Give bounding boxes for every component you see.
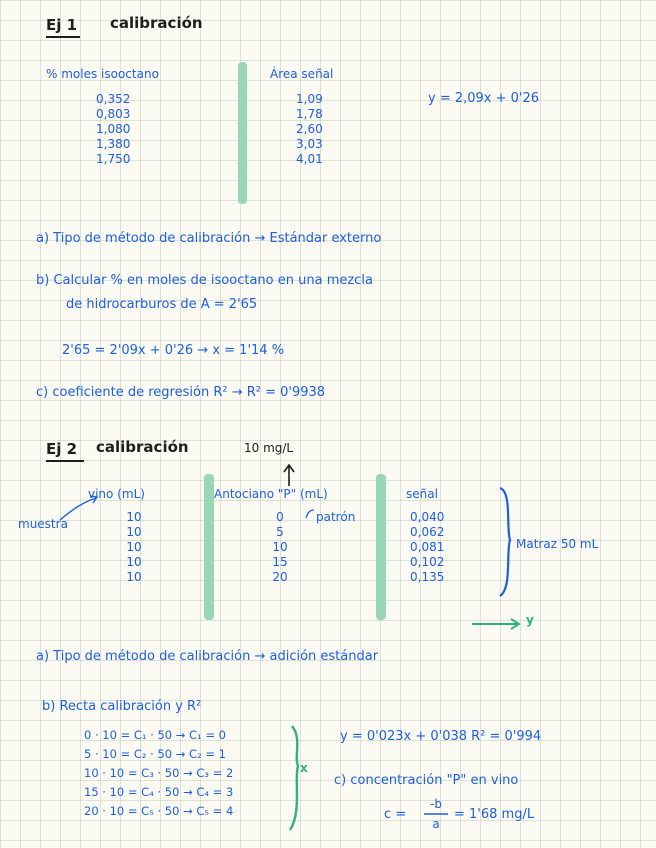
ej1-label: Ej 1 [46,16,78,34]
ej2-calc-line: 5 · 10 = C₂ · 50 → C₂ = 1 [84,747,226,761]
arrow-up-icon [284,465,294,486]
ej2-vino-value: 10 [126,555,142,569]
ej2-antociano-value: 5 [276,525,284,539]
ej2-vino-value: 10 [126,525,142,539]
ej1-question-b-line1: b) Calcular % en moles de isooctano en una mezcla [36,273,373,288]
ej1-header-area: Área señal [270,67,334,81]
ej1-moles-value: 1,380 [96,137,131,151]
ej2-senal-value: 0,040 [410,510,445,524]
ej2-header-vino: vino (mL) [88,487,145,501]
ej1-moles-value: 1,080 [96,122,131,136]
ej2-senal-value: 0,135 [410,570,445,584]
ej2-y-label: y [526,613,534,627]
ej2-senal-value: 0,102 [410,555,445,569]
ej2-antociano-value: 10 [272,540,288,554]
ej2-matraz-label: Matraz 50 mL [516,537,599,551]
ej2-concentration: 10 mg/L [244,441,294,455]
ej2-header-senal: señal [406,487,438,501]
ej2-question-c: c) concentración "P" en vino [334,773,519,788]
ej2-c-rhs: = 1'68 mg/L [454,807,535,822]
ej2-title: calibración [96,438,189,456]
ej1-moles-value: 0,803 [96,107,131,121]
ej1-moles-value: 0,352 [96,92,131,106]
ej2-senal-value: 0,062 [410,525,445,539]
ej2-calc-line: 20 · 10 = C₅ · 50 → C₅ = 4 [84,804,234,818]
ej2-vino-value: 10 [126,510,142,524]
ej1-question-b-line2: de hidrocarburos de A = 2'65 [66,297,258,312]
ej2-calc-line: 15 · 10 = C₄ · 50 → C₄ = 3 [84,785,234,799]
ej1-question-a: a) Tipo de método de calibración → Estándar externo [36,231,382,246]
arrow-right-icon [472,619,519,629]
ej2-equation: y = 0'023x + 0'038 R² = 0'994 [340,729,542,744]
ej2-antociano-value: 15 [272,555,288,569]
ej1-area-value: 3,03 [296,137,323,151]
ej2-c-numerator: -b [430,797,442,811]
ej2-senal-value: 0,081 [410,540,445,554]
ej2-x-label: x [300,761,308,775]
ej2-vino-value: 10 [126,570,142,584]
ej1-equation: y = 2,09x + 0'26 [428,91,540,106]
ej2-header-antociano: Antociano "P" (mL) [214,487,328,501]
ej2-question-a: a) Tipo de método de calibración → adición estándar [36,649,379,664]
arrow-patron-icon [306,510,314,518]
ej1-area-value: 4,01 [296,152,323,166]
ej2-antociano-value: 0 [276,510,284,524]
ej2-antociano-value: 20 [272,570,288,584]
ej2-muestra-label: muestra [18,517,68,531]
ej2-calc-line: 10 · 10 = C₃ · 50 → C₃ = 2 [84,766,234,780]
ej2-c-lhs: c = [384,807,407,822]
brace-x-icon [290,726,298,830]
arrow-muestra-icon [60,496,97,520]
ej1-area-value: 2,60 [296,122,323,136]
ej2-patron-label: patrón [316,510,356,524]
ej1-area-value: 1,09 [296,92,323,106]
ej1-moles-value: 1,750 [96,152,131,166]
ej1-calculation: 2'65 = 2'09x + 0'26 → x = 1'14 % [62,343,285,358]
ej2-question-b: b) Recta calibración y R² [42,699,202,714]
ej1-question-c: c) coeficiente de regresión R² → R² = 0'9938 [36,385,326,400]
ej1-title: calibración [110,14,203,32]
brace-icon [500,488,510,596]
ej2-vino-value: 10 [126,540,142,554]
ej2-c-denominator: a [432,817,440,831]
ej2-calc-line: 0 · 10 = C₁ · 50 → C₁ = 0 [84,728,226,742]
ej1-area-value: 1,78 [296,107,323,121]
ej1-header-moles: % moles isooctano [46,67,159,81]
ej2-label: Ej 2 [46,440,78,458]
